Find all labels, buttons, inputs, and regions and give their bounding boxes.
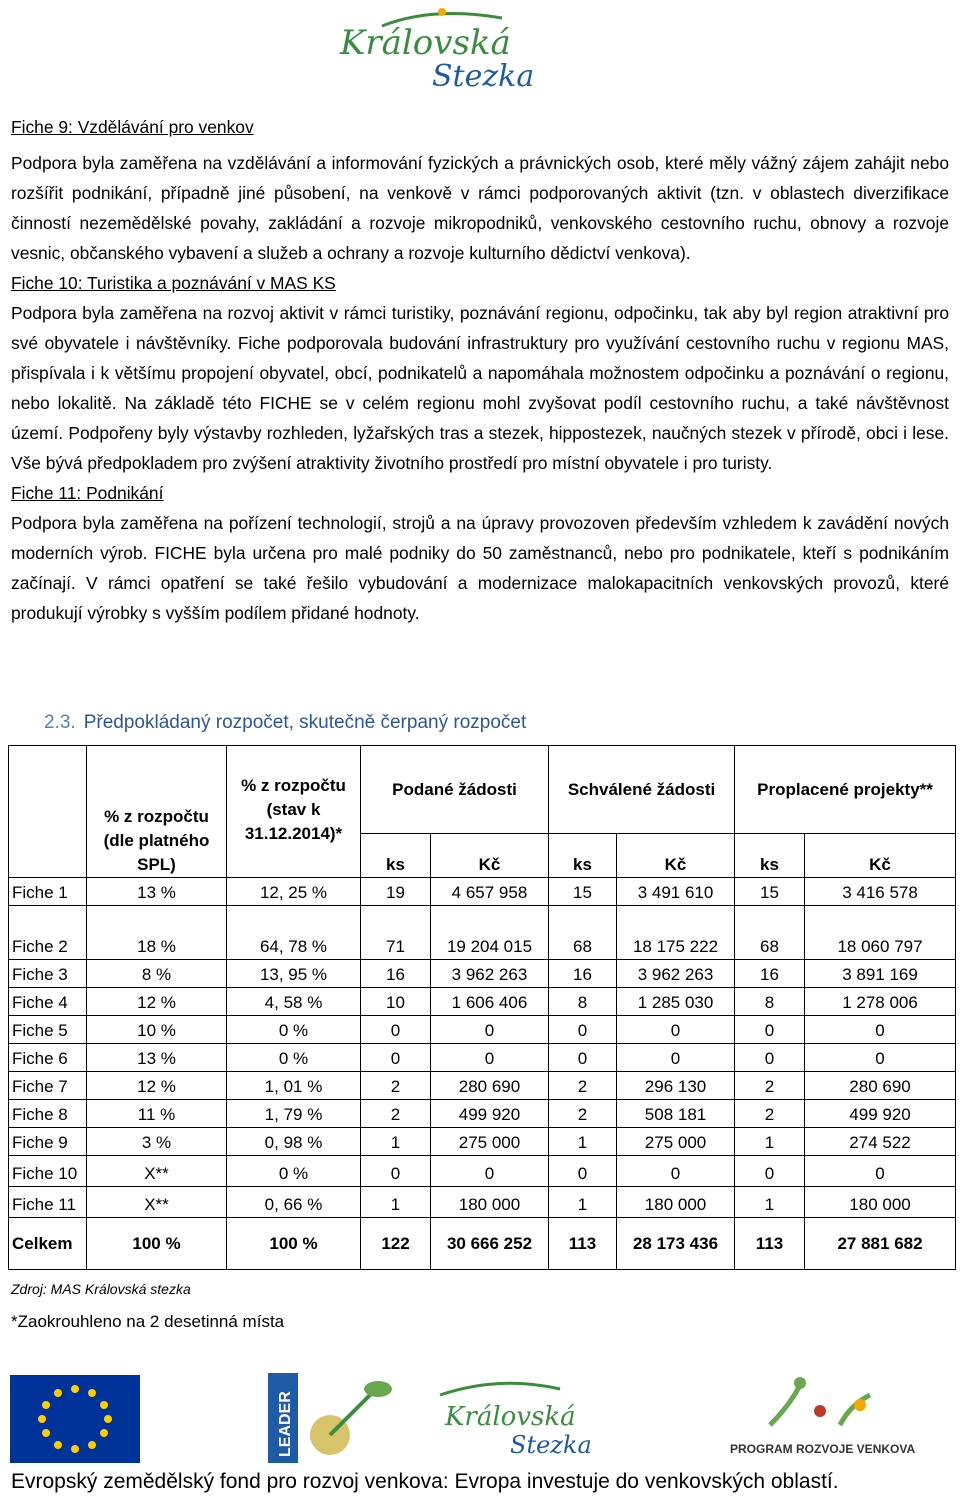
- table-cell: 0 %: [227, 1016, 361, 1044]
- table-cell: 1: [361, 1187, 431, 1218]
- table-cell: 296 130: [617, 1072, 735, 1100]
- table-cell: Fiche 11: [9, 1187, 87, 1218]
- table-cell: 16: [735, 960, 805, 988]
- fiche-11-title: Fiche 11: Podnikání: [11, 483, 164, 503]
- table-cell: 499 920: [805, 1100, 956, 1128]
- table-body: [9, 878, 956, 1218]
- table-cell: Fiche 7: [9, 1072, 87, 1100]
- kralovska-stezka-footer-logo: [440, 1383, 592, 1459]
- program-rozvoje-venkova-logo: [730, 1377, 915, 1456]
- header-approved: Schválené žádosti: [549, 746, 735, 834]
- table-cell: 68: [735, 906, 805, 960]
- table-cell: 3 416 578: [805, 878, 956, 906]
- table-row: [9, 1044, 956, 1072]
- table-cell: 8 %: [87, 960, 227, 988]
- table-cell: 13 %: [87, 1044, 227, 1072]
- table-row: [9, 1100, 956, 1128]
- header-paid: Proplacené projekty**: [735, 746, 956, 834]
- table-cell: 0 %: [227, 1044, 361, 1072]
- table-cell: 10: [361, 988, 431, 1016]
- table-cell: 3 491 610: [617, 878, 735, 906]
- table-cell: 275 000: [431, 1128, 549, 1156]
- table-cell: 13 %: [87, 878, 227, 906]
- rounding-note: *Zaokrouhleno na 2 desetinná místa: [11, 1312, 285, 1331]
- table-cell: 499 920: [431, 1100, 549, 1128]
- fiche-9-text: Podpora byla zaměřena na vzdělávání a informování fyzických a právnických osob, které měly vážný zájem zahájit nebo rozšířit podnikání, případně jiné působení, na venkově v rámci podporovaných aktivit (tzn. v oblastech diverzifikace činností nezemědělské povahy, zakládání a rozvoje mikropodniků, venkovského cestovního ruchu, obnovy a rozvoje vesnic, občanského vybavení a služeb a ochrany a rozvoje kulturního dědictví venkova).: [11, 153, 949, 263]
- table-cell: 274 522: [805, 1128, 956, 1156]
- table-row: [9, 1072, 956, 1100]
- header-budget-spl: % z rozpočtu (dle platného SPL): [87, 746, 227, 878]
- table-cell: 15: [735, 878, 805, 906]
- table-cell: 0: [361, 1044, 431, 1072]
- table-cell: 0: [617, 1044, 735, 1072]
- table-cell: 1: [735, 1187, 805, 1218]
- table-cell: 0: [617, 1156, 735, 1187]
- header-empty: [9, 746, 87, 878]
- section-title: Předpokládaný rozpočet, skutečně čerpaný rozpočet: [83, 712, 527, 733]
- header-submitted: Podané žádosti: [361, 746, 549, 834]
- table-cell: 0: [805, 1156, 956, 1187]
- table-cell: 1: [735, 1128, 805, 1156]
- table-cell: Fiche 8: [9, 1100, 87, 1128]
- table-cell: X**: [87, 1187, 227, 1218]
- document-body: [11, 112, 949, 628]
- leader-logo-icon: [268, 1373, 392, 1463]
- header-budget-2014: % z rozpočtu (stav k 31.12.2014)*: [227, 746, 361, 878]
- table-cell: 13, 95 %: [227, 960, 361, 988]
- table-cell: Fiche 10: [9, 1156, 87, 1187]
- table-cell: 15: [549, 878, 617, 906]
- budget-table: [8, 745, 956, 1270]
- table-cell: 0, 98 %: [227, 1128, 361, 1156]
- table-row: [9, 1187, 956, 1218]
- table-cell: 113: [735, 1218, 805, 1270]
- footer-text: Evropský zemědělský fond pro rozvoj venkova: Evropa investuje do venkovských oblastí.: [11, 1470, 839, 1493]
- table-cell: 180 000: [805, 1187, 956, 1218]
- table-cell: 508 181: [617, 1100, 735, 1128]
- table-cell: 275 000: [617, 1128, 735, 1156]
- leader-text: LEADER: [277, 1391, 294, 1457]
- table-cell: 0: [805, 1044, 956, 1072]
- table-cell: 0: [735, 1044, 805, 1072]
- fiche-10-text: Podpora byla zaměřena na rozvoj aktivit v rámci turistiky, poznávání regionu, odpočinku, tak aby byl region atraktivní pro své obyvatele i návštěvníky. Fiche podporovala budování infrastruktury pro využívání cestovního ruchu v regionu MAS, přispívala i k většímu propojení obyvatel, obcí, podnikatelů a napomáhala možnostem odpočinku a poznávání o regionu, nebo lokalitě. Na základě této FICHE se v celém regionu mohl zvyšovat podíl cestovního ruchu, a také návštěvnost území. Podpořeny byly výstavby rozhleden, lyžařských tras a stezek, hippostezek, naučných stezek v přírodě, obci i lese. Vše bývá předpokladem pro zvýšení atraktivity životního prostředí pro místní obyvatele i pro turisty.: [11, 303, 949, 473]
- table-cell: 8: [735, 988, 805, 1016]
- table-cell: 1, 79 %: [227, 1100, 361, 1128]
- table-cell: Fiche 3: [9, 960, 87, 988]
- header-ks: ks: [361, 834, 431, 878]
- table-cell: 3 962 263: [431, 960, 549, 988]
- table-cell: 3 %: [87, 1128, 227, 1156]
- table-cell: Fiche 1: [9, 878, 87, 906]
- table-cell: 1: [549, 1128, 617, 1156]
- header-kc: Kč: [805, 834, 956, 878]
- table-cell: 30 666 252: [431, 1218, 549, 1270]
- table-cell: Fiche 4: [9, 988, 87, 1016]
- table-cell: 0: [361, 1156, 431, 1187]
- table-cell: 0: [735, 1156, 805, 1187]
- table-cell: 0 %: [227, 1156, 361, 1187]
- table-cell: 2: [549, 1100, 617, 1128]
- table-cell: 2: [361, 1072, 431, 1100]
- table-cell: 3 962 263: [617, 960, 735, 988]
- table-row: [9, 906, 956, 960]
- table-cell: 16: [549, 960, 617, 988]
- table-cell: 27 881 682: [805, 1218, 956, 1270]
- table-cell: 18 %: [87, 906, 227, 960]
- table-cell: 0: [549, 1156, 617, 1187]
- table-cell: 64, 78 %: [227, 906, 361, 960]
- table-cell: 12 %: [87, 988, 227, 1016]
- table-cell: 28 173 436: [617, 1218, 735, 1270]
- table-cell: 100 %: [227, 1218, 361, 1270]
- table-cell: 12, 25 %: [227, 878, 361, 906]
- kralovska-stezka-logo: [322, 6, 562, 102]
- section-number: 2.3.: [44, 712, 76, 733]
- table-cell: 280 690: [431, 1072, 549, 1100]
- table-cell: 0: [805, 1016, 956, 1044]
- fiche-11-text: Podpora byla zaměřena na pořízení technologií, strojů a na úpravy provozoven především vzhledem k zavádění nových moderních výrob. FICHE byla určena pro malé podniky do 50 zaměstnanců, nebo pro podnikatele, kteří s podnikáním začínají. V rámci opatření se také řešilo vybudování a modernizace malokapacitních venkovských provozů, které produkují výrobky s vyšším podílem přidané hodnoty.: [11, 513, 949, 623]
- table-cell: 12 %: [87, 1072, 227, 1100]
- eu-flag-icon: [10, 1375, 140, 1463]
- logo-word-2: Stezka: [432, 59, 535, 94]
- table-cell: 0: [617, 1016, 735, 1044]
- table-row: [9, 988, 956, 1016]
- table-cell: Celkem: [9, 1218, 87, 1270]
- table-cell: 1 606 406: [431, 988, 549, 1016]
- table-row: [9, 1128, 956, 1156]
- table-cell: 0: [735, 1016, 805, 1044]
- table-cell: 71: [361, 906, 431, 960]
- header-kc: Kč: [617, 834, 735, 878]
- section-heading: [44, 712, 526, 734]
- table-cell: 16: [361, 960, 431, 988]
- table-cell: 100 %: [87, 1218, 227, 1270]
- table-row: [9, 960, 956, 988]
- table-cell: 1: [361, 1128, 431, 1156]
- program-text: PROGRAM ROZVOJE VENKOVA: [730, 1442, 916, 1456]
- table-cell: 2: [549, 1072, 617, 1100]
- table-row: [9, 1016, 956, 1044]
- table-row: [9, 1156, 956, 1187]
- table-cell: 1, 01 %: [227, 1072, 361, 1100]
- table-cell: Fiche 2: [9, 906, 87, 960]
- table-cell: 2: [735, 1072, 805, 1100]
- table-cell: Fiche 6: [9, 1044, 87, 1072]
- table-cell: 0, 66 %: [227, 1187, 361, 1218]
- table-cell: 180 000: [431, 1187, 549, 1218]
- logo-word-1: Královská: [340, 23, 511, 63]
- footer-logos: [0, 1365, 960, 1465]
- fiche-9-title: Fiche 9: Vzdělávání pro venkov: [11, 117, 254, 137]
- footer-logo-word-1: Královská: [445, 1402, 576, 1432]
- table-cell: 2: [361, 1100, 431, 1128]
- table-cell: 0: [431, 1016, 549, 1044]
- table-cell: 1: [549, 1187, 617, 1218]
- table-cell: 8: [549, 988, 617, 1016]
- table-cell: 18 175 222: [617, 906, 735, 960]
- source-note: Zdroj: MAS Královská stezka: [11, 1281, 191, 1297]
- table-cell: 10 %: [87, 1016, 227, 1044]
- total-row: [9, 1218, 956, 1270]
- table-cell: 4, 58 %: [227, 988, 361, 1016]
- table-cell: 18 060 797: [805, 906, 956, 960]
- table-cell: Fiche 5: [9, 1016, 87, 1044]
- table-cell: 1 285 030: [617, 988, 735, 1016]
- table-cell: 0: [549, 1016, 617, 1044]
- table-cell: 19: [361, 878, 431, 906]
- table-row: [9, 878, 956, 906]
- table-cell: 11 %: [87, 1100, 227, 1128]
- table-cell: 68: [549, 906, 617, 960]
- table-cell: 4 657 958: [431, 878, 549, 906]
- header-ks: ks: [549, 834, 617, 878]
- table-cell: 19 204 015: [431, 906, 549, 960]
- table-cell: 1 278 006: [805, 988, 956, 1016]
- table-cell: 0: [431, 1156, 549, 1187]
- table-cell: 0: [549, 1044, 617, 1072]
- footer-logo-word-2: Stezka: [510, 1431, 592, 1459]
- table-cell: 180 000: [617, 1187, 735, 1218]
- table-cell: 0: [431, 1044, 549, 1072]
- header-ks: ks: [735, 834, 805, 878]
- table-cell: X**: [87, 1156, 227, 1187]
- table-cell: 0: [361, 1016, 431, 1044]
- header-kc: Kč: [431, 834, 549, 878]
- table-cell: 3 891 169: [805, 960, 956, 988]
- fiche-10-title: Fiche 10: Turistika a poznávání v MAS KS: [11, 273, 336, 293]
- table-cell: 2: [735, 1100, 805, 1128]
- table-cell: 113: [549, 1218, 617, 1270]
- table-cell: Fiche 9: [9, 1128, 87, 1156]
- table-cell: 280 690: [805, 1072, 956, 1100]
- table-cell: 122: [361, 1218, 431, 1270]
